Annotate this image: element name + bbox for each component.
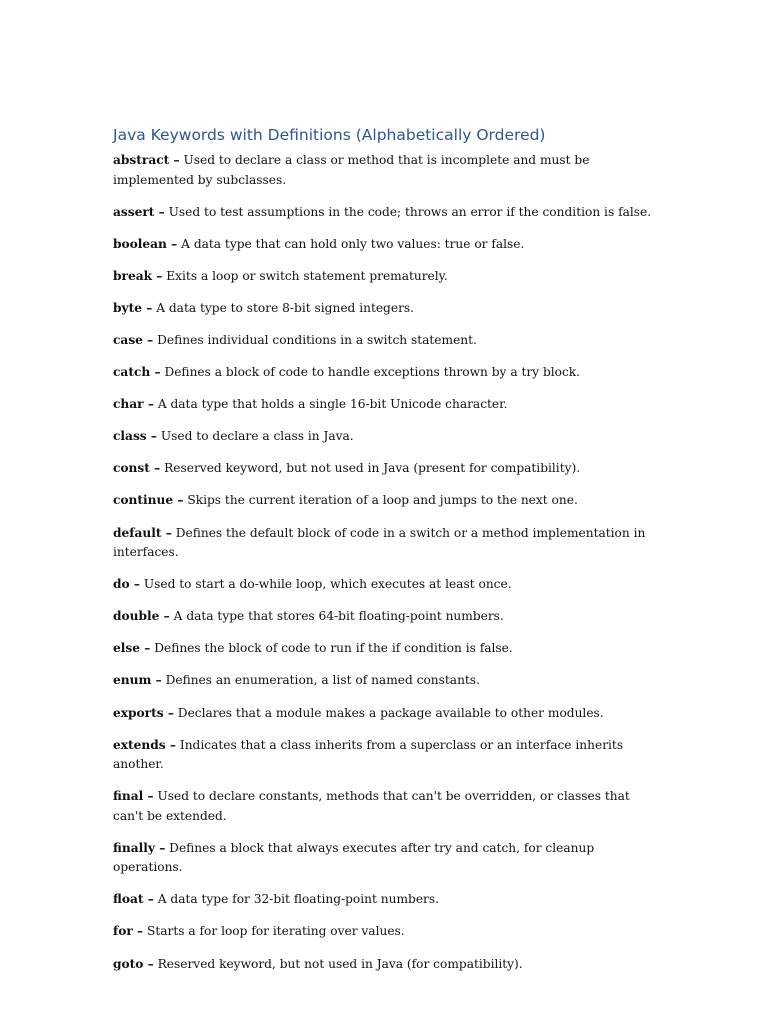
keyword-definition: Reserved keyword, but not used in Java (present for compatibility). [164, 461, 581, 476]
keyword-definition: Starts a for loop for iterating over values. [147, 924, 405, 939]
keyword-entry [113, 671, 653, 691]
keyword-definition: Used to start a do-while loop, which executes at least once. [143, 577, 512, 592]
keyword-entry [113, 524, 653, 563]
keyword-entry [113, 331, 653, 351]
keyword-term: boolean – [113, 236, 178, 251]
keyword-definition: A data type that holds a single 16-bit Unicode character. [157, 397, 508, 412]
keyword-entry [113, 299, 653, 319]
keyword-definition: Skips the current iteration of a loop and jumps to the next one. [187, 493, 578, 508]
keyword-entry [113, 607, 653, 627]
keyword-entry [113, 736, 653, 775]
keyword-definition: A data type for 32-bit floating-point numbers. [157, 892, 440, 907]
keyword-entry [113, 427, 653, 447]
keyword-term: final – [113, 789, 154, 804]
keyword-entry [113, 235, 653, 255]
keyword-term: continue – [113, 493, 184, 508]
keyword-term: case – [113, 332, 154, 347]
keyword-definition: Defines the default block of code in a switch or a method implementation in interfaces. [113, 525, 646, 560]
keyword-entry [113, 203, 653, 223]
keyword-entry [113, 704, 653, 724]
keyword-definition: Defines the block of code to run if the if condition is false. [154, 641, 513, 656]
keyword-definition: A data type that can hold only two values: true or false. [181, 236, 525, 251]
keyword-term: default – [113, 525, 172, 540]
keyword-entry [113, 395, 653, 415]
keyword-term: goto – [113, 956, 154, 971]
keyword-definition: Reserved keyword, but not used in Java (for compatibility). [157, 956, 523, 971]
keyword-definition: Defines a block of code to handle exceptions thrown by a try block. [164, 365, 581, 380]
keyword-term: finally – [113, 840, 166, 855]
keyword-term: for – [113, 924, 144, 939]
keyword-definition: Used to declare constants, methods that can't be overridden, or classes that can't be extended. [113, 789, 630, 823]
keyword-entry [113, 890, 653, 910]
keyword-definition: Defines an enumeration, a list of named constants. [165, 673, 480, 688]
keyword-entry [113, 787, 653, 826]
keyword-term: break – [113, 268, 163, 283]
keyword-term: else – [113, 641, 151, 656]
keyword-entry [113, 459, 653, 479]
keyword-term: class – [113, 429, 158, 444]
document-content [113, 124, 653, 987]
keyword-term: exports – [113, 705, 174, 720]
keyword-definition: Used to declare a class or method that is incomplete and must be implemented by subclasses. [113, 153, 590, 187]
keyword-term: enum – [113, 673, 162, 688]
keyword-term: float – [113, 892, 154, 907]
keyword-definition: Used to test assumptions in the code; throws an error if the condition is false. [168, 204, 652, 219]
keyword-entry [113, 839, 653, 878]
document-title: Java Keywords with Definitions (Alphabetically Ordered) [113, 126, 546, 144]
keyword-entry [113, 922, 653, 942]
keyword-term: extends – [113, 737, 176, 752]
keyword-entry [113, 363, 653, 383]
keyword-term: byte – [113, 300, 153, 315]
keyword-definition: Indicates that a class inherits from a superclass or an interface inherits another. [113, 737, 624, 772]
keyword-definition: Defines individual conditions in a switch statement. [157, 332, 477, 347]
keyword-definition: A data type that stores 64-bit floating-point numbers. [173, 609, 504, 624]
keyword-entry [113, 639, 653, 659]
keyword-term: const – [113, 461, 161, 476]
keyword-term: abstract – [113, 153, 180, 167]
keyword-entry [113, 491, 653, 511]
keyword-definition: Declares that a module makes a package available to other modules. [177, 705, 604, 720]
keyword-term: catch – [113, 365, 161, 380]
keyword-term: do – [113, 577, 140, 592]
keyword-entry [113, 955, 653, 975]
keyword-term: char – [113, 397, 154, 412]
keyword-definition: Exits a loop or switch statement prematurely. [166, 268, 448, 283]
keyword-definition: Defines a block that always executes after try and catch, for cleanup operations. [113, 840, 595, 875]
keyword-entry [113, 151, 653, 190]
keyword-entry [113, 267, 653, 287]
keyword-definition: Used to declare a class in Java. [160, 429, 354, 444]
keyword-entry [113, 575, 653, 595]
keyword-term: double – [113, 609, 170, 624]
keyword-term: assert – [113, 204, 165, 219]
keyword-definition: A data type to store 8-bit signed integers. [156, 300, 415, 315]
